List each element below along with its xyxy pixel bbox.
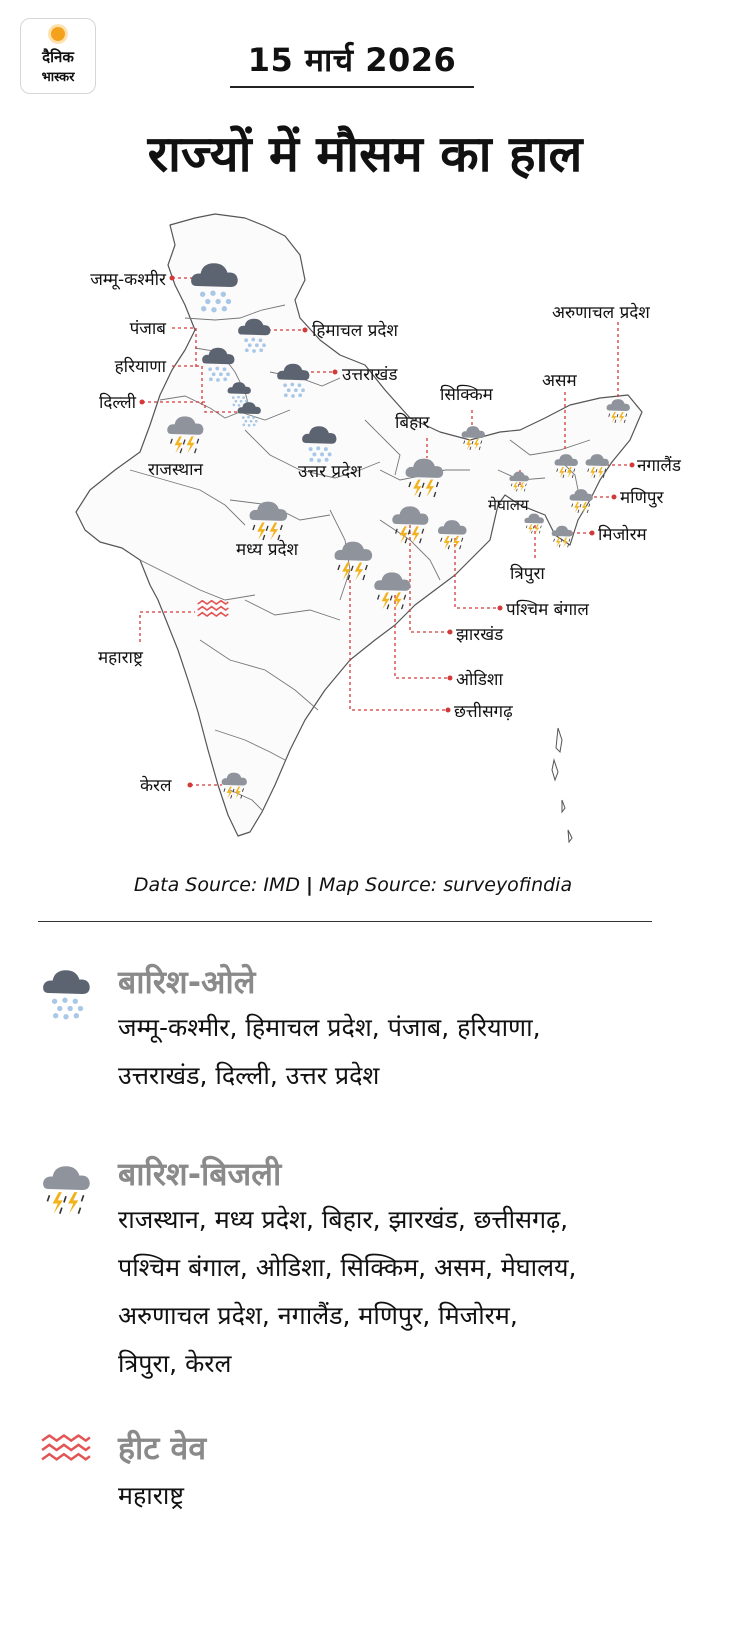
- legend-line: राजस्थान, मध्य प्रदेश, बिहार, झारखंड, छत्तीसगढ़,: [118, 1205, 569, 1234]
- label-sikkim: सिक्किम: [440, 385, 493, 405]
- legend-line: जम्मू-कश्मीर, हिमाचल प्रदेश, पंजाब, हरियाणा,: [118, 1013, 541, 1042]
- label-up: उत्तर प्रदेश: [298, 462, 362, 482]
- label-maharashtra: महाराष्ट्र: [98, 648, 143, 668]
- date-underline: [230, 86, 474, 88]
- label-mp: मध्य प्रदेश: [236, 540, 299, 560]
- rain-lightning-icon: [40, 1158, 92, 1220]
- label-punjab: पंजाब: [129, 319, 166, 339]
- legend-line: अरुणाचल प्रदेश, नगालैंड, मणिपुर, मिजोरम,: [118, 1301, 518, 1330]
- label-nagaland: नगालैंड: [637, 456, 682, 476]
- headline: राज्यों में मौसम का हाल: [147, 125, 583, 183]
- label-wb: पश्चिम बंगाल: [506, 600, 589, 620]
- label-bihar: बिहार: [395, 413, 430, 433]
- label-delhi: दिल्ली: [98, 393, 136, 413]
- label-odisha: ओडिशा: [456, 670, 503, 690]
- label-assam: असम: [542, 371, 577, 391]
- date-label: 15 मार्च 2026: [247, 41, 457, 79]
- legend-states-rain-lightning: [118, 1196, 698, 1388]
- sun-icon: [51, 27, 65, 41]
- label-mizoram: मिजोरम: [598, 525, 647, 545]
- data-source: Data Source: IMD: [133, 874, 301, 896]
- legend-line: महाराष्ट्र: [118, 1481, 185, 1510]
- label-meghalaya: मेघालय: [488, 496, 529, 514]
- label-arunachal: अरुणाचल प्रदेश: [552, 303, 650, 323]
- label-haryana: हरियाणा: [114, 357, 166, 377]
- rain-hail-icon: [40, 962, 92, 1024]
- section-divider: [38, 921, 652, 922]
- logo-text-line2: भास्कर: [41, 70, 75, 85]
- label-tripura: त्रिपुरा: [510, 564, 545, 584]
- legend-line: पश्चिम बंगाल, ओडिशा, सिक्किम, असम, मेघालय,: [118, 1253, 577, 1282]
- legend-line: उत्तराखंड, दिल्ली, उत्तर प्रदेश: [118, 1061, 380, 1090]
- india-weather-map: [0, 195, 730, 865]
- dainik-bhaskar-logo: [20, 18, 96, 94]
- label-uttarakhand: उत्तराखंड: [342, 365, 398, 385]
- logo-text-line1: दैनिक: [42, 48, 74, 66]
- legend-line: त्रिपुरा, केरल: [118, 1349, 232, 1378]
- heat-wave-icon: [40, 1434, 92, 1466]
- legend-states-heat-wave: [118, 1472, 698, 1520]
- label-manipur: मणिपुर: [620, 488, 664, 508]
- andaman-islands: [552, 728, 572, 842]
- legend-states-rain-hail: [118, 1004, 698, 1100]
- label-chhattisgarh: छत्तीसगढ़: [454, 702, 513, 722]
- rain-lightning-icon: [524, 513, 544, 533]
- label-jk: जम्मू-कश्मीर: [90, 270, 166, 290]
- source-separator: |: [306, 874, 313, 896]
- label-kerala: केरल: [140, 776, 172, 796]
- label-rajasthan: राजस्थान: [148, 460, 203, 480]
- legend-title-rain-lightning: बारिश-बिजली: [118, 1155, 282, 1193]
- legend-title-heat-wave: हीट वेव: [118, 1429, 207, 1467]
- source-credit: [0, 874, 706, 896]
- label-jharkhand: झारखंड: [456, 625, 504, 645]
- legend-title-rain-hail: बारिश-ओले: [118, 963, 256, 1001]
- map-source: Map Source: surveyofindia: [319, 874, 573, 896]
- label-hp: हिमाचल प्रदेश: [312, 321, 398, 341]
